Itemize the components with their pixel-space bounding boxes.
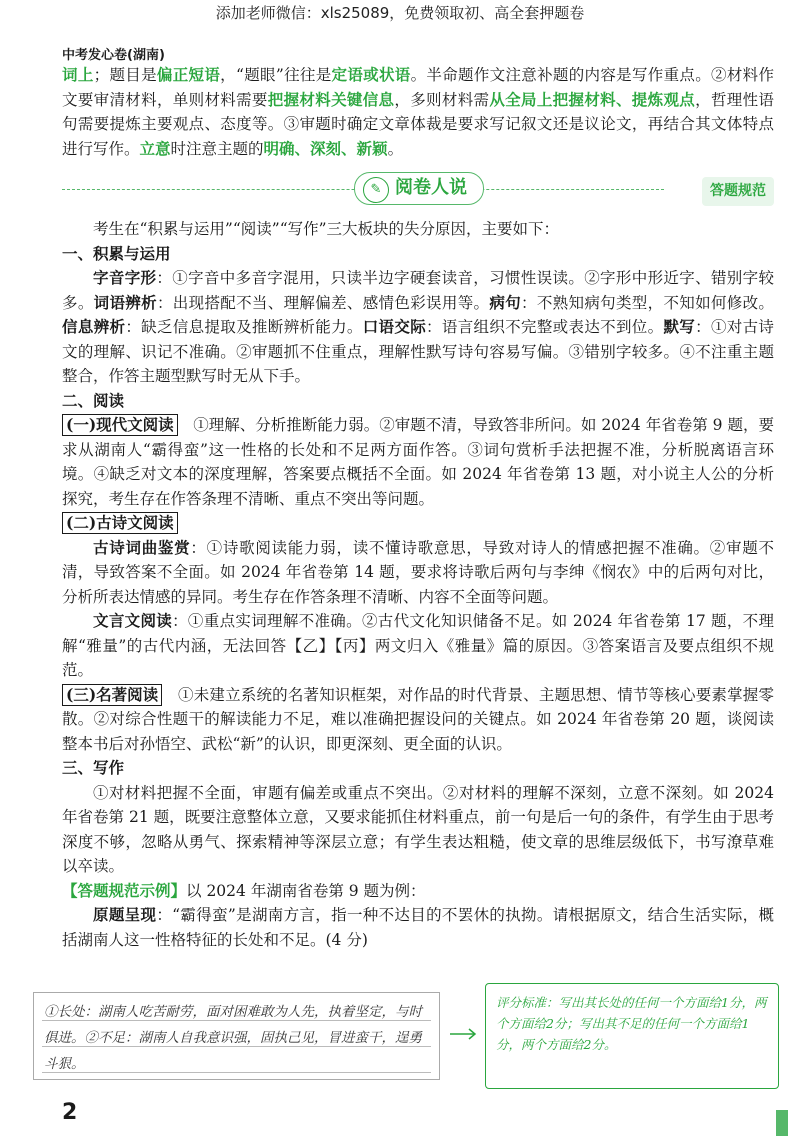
body-text: ：①诗歌阅读能力弱，读不懂诗歌意思，导致对诗人的情感把握不准确。②审题不清，导致答案不全面。如 2024 年省卷第 14 题，要求将诗歌后两句与李绅《悯农》中的后两句对比，分析所表达情感的异同。考生存在作答条理不清晰、内容不全面等问题。: [62, 538, 774, 606]
body-text: ：缺乏信息提取及推断辨析能力。: [125, 318, 363, 336]
body-text: ：“霸得蛮”是湖南方言，指一种不达目的不罢休的执拗。请根据原文，结合生活实际，概括湖南人这一性格特征的长处和不足。(4 分): [62, 906, 774, 949]
hl-text: 词上: [62, 65, 94, 84]
scoring-criteria: 评分标准：写出其长处的任何一个方面给1分，两个方面给2分；写出其不足的任何一个方面给1分，两个方面给2分。: [496, 995, 767, 1052]
term: 口语交际: [362, 317, 427, 336]
term: 病句: [489, 292, 522, 312]
body-text: ：①字音中多音字混用，只读半边字硬套读音，习惯性误读。②字形中形近字、错别字较多。: [62, 269, 774, 312]
term: 文言文阅读: [93, 611, 173, 630]
promo-text: 添加老师微信：xls25089，免费领取初、高全套押题卷: [215, 4, 585, 22]
divider-title: [354, 172, 484, 205]
body-text: ①理解、分析推断能力弱。②审题不清，导致答非所问。如 2024 年省卷第 9 题，要求从湖南人“霸得蛮”这一性格的长处和不足两方面作答。③词句赏析手法把握不准，分析脱离语言环境。④缺乏对文本的深度理解，答案要点概括不全面。如 2024 年省卷第 13 题，对小说主人公的分析探究，考生存在作答条理不清晰、重点不突出等问题。: [62, 416, 774, 508]
section-divider: [62, 169, 774, 209]
term: 原题呈现: [93, 905, 157, 924]
term: 词语辨析: [93, 292, 157, 312]
sec3-paragraph: ①对材料把握不全面，审题有偏差或重点不突出。②对材料的理解不深刻，立意不深刻。如 2024 年省卷第 21 题，既要注意整体立意，又要求能抓住材料重点，前一句是后一句的条件，有学生由于思考深度不够，忽略从勇气、探索精神等深层立意；有学生表达粗糙，使文章的思维层级低下，书写潦草难以卒读。: [62, 783, 774, 875]
body-text: 以 2024 年湖南省卷第 9 题为例：: [186, 881, 426, 900]
body-text: 。半命题作文注意补题的内容是写作重点。②材料作文要审清材料，单则材料需要: [62, 66, 774, 109]
divider-title-text: 阅卷人说: [395, 177, 467, 198]
hl-text: 定语或状语: [331, 65, 411, 84]
handwritten-answer-box: [33, 992, 440, 1080]
subsection-label: (一)现代文阅读: [62, 414, 178, 436]
subsection-label: (三)名著阅读: [62, 684, 162, 706]
body-text: ，“题眼”往往是: [220, 66, 332, 84]
section-heading: 三、写作: [62, 758, 125, 777]
term: 信息辨析: [62, 317, 126, 336]
body-text: 时注意主题的: [170, 139, 264, 158]
body-text: ：不熟知病句类型，不知如何修改。: [521, 293, 774, 312]
sec2-sub1: [62, 413, 774, 511]
body-text: ，哲理性语句需要提炼主要观点、态度等。③审题时确定文章体裁是要求写记叙文还是议论文，再结合其文体特点进行写作。: [62, 90, 774, 158]
page-content: [62, 63, 774, 952]
sec2-sub2-p1: [62, 536, 774, 610]
top-banner: [0, 0, 800, 38]
hl-text: 明确、深刻、新颖: [263, 138, 388, 158]
body-text: ①未建立系统的名著知识框架，对作品的时代背景、主题思想、情节等核心要素掌握零散。②对综合性题干的解读能力不足，难以准确把握设问的关键点。如 2024 年省卷第 20 题，谈阅读整本书后对孙悟空、武松“新”的认识，即更深刻、更全面的认识。: [62, 685, 774, 753]
divider-tag: 答题规范: [702, 177, 774, 206]
body-text: ：①对古诗文的理解、识记不准确。②审题抓不住重点，理解性默写诗句容易写偏。③错别字较多。④不注重主题整合，作答主题型默写时无从下手。: [62, 318, 774, 385]
body-text: ：语言组织不完整或表达不到位。: [426, 318, 664, 336]
term: 古诗词曲鉴赏: [93, 537, 191, 557]
body-text: ：①重点实词理解不准确。②古代文化知识储备不足。如 2024 年省卷第 17 题，不理解“雅量”的古代内涵，无法回答【乙】【丙】两文归入《雅量》篇的原因。③答案语言及要点组织不规范。: [62, 612, 774, 679]
series-title: 中考发心卷(湖南): [62, 48, 165, 63]
lead-paragraph: 考生在“积累与运用”“阅读”“写作”三大板块的失分原因，主要如下：: [93, 220, 560, 238]
section-heading: 二、阅读: [62, 390, 125, 410]
hl-text: 从全局上把握材料、提炼观点: [489, 89, 696, 109]
example-heading: [62, 879, 774, 904]
hl-text: 偏正短语: [156, 65, 221, 84]
handwritten-answer: ①长处：湖南人吃苦耐劳，面对困难敢为人先，执着坚定，与时俱进。②不足：湖南人自我意识强，固执己见，冒进蛮干，逞勇斗狠。: [44, 1004, 422, 1072]
section-heading: 一、积累与运用: [62, 243, 171, 263]
scoring-criteria-box: [485, 983, 779, 1089]
term: 默写: [663, 317, 696, 336]
arrow-icon: [450, 1028, 480, 1040]
sec2-sub2-heading: [62, 511, 774, 536]
term: 字音字形: [93, 268, 157, 287]
sec1-paragraph: [62, 266, 774, 389]
intro-paragraph: [62, 63, 774, 161]
body-text: ，多则材料需: [394, 90, 490, 109]
grader-icon: ✎: [363, 177, 389, 203]
hl-text: 把握材料关键信息: [267, 89, 395, 109]
body-text: ：出现搭配不当、理解偏差、感情色彩误用等。: [156, 293, 490, 312]
page-tab: [776, 1110, 788, 1136]
page-number: 2: [62, 1100, 78, 1125]
subsection-label: (二)古诗文阅读: [62, 512, 178, 534]
body-text: ；题目是: [93, 66, 157, 84]
sec2-sub2-p2: [62, 609, 774, 683]
example-question: [62, 903, 774, 952]
example-label: 【答题规范示例】: [62, 880, 187, 900]
sec2-sub3: [62, 683, 774, 757]
body-text: 。: [387, 139, 404, 158]
hl-text: 立意: [139, 138, 171, 158]
